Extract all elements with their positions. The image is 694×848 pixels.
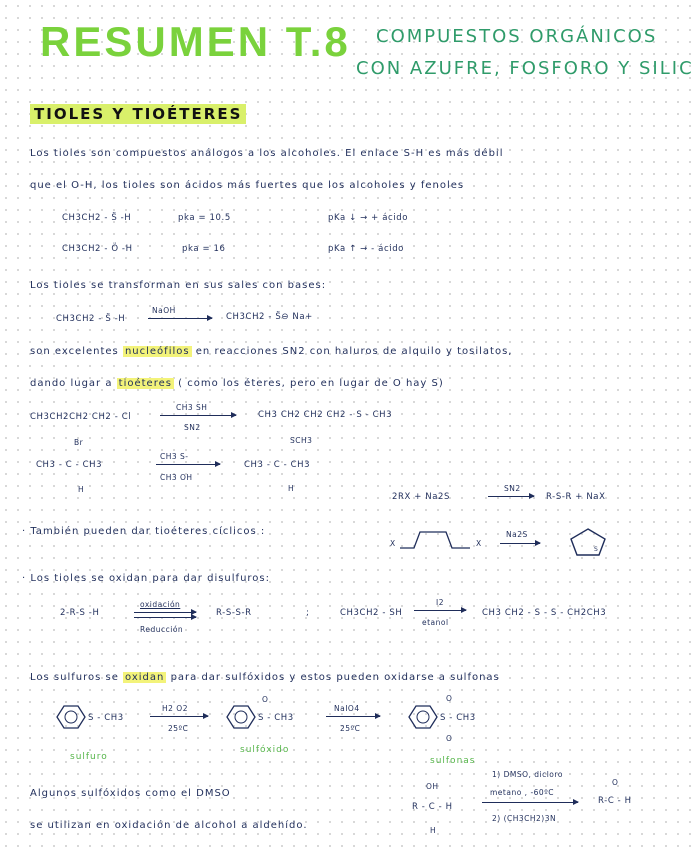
salt-product: CH3CH2 - S̈⊖ Na+ xyxy=(226,312,313,322)
sulfoxide-group: S - CH3 xyxy=(258,713,294,723)
oxidan-highlight: oxidan xyxy=(125,672,165,683)
sulfuros-start: Los sulfuros se xyxy=(30,672,119,683)
pka-alcohol: pka = 16 xyxy=(182,244,226,254)
oxid-semicolon: ; xyxy=(306,608,310,618)
sulfone-oxygen-bottom: O xyxy=(446,734,453,743)
oxid-example-arrow xyxy=(414,610,466,611)
sulfoxide-arrow xyxy=(326,716,380,717)
intro-line-2: que el O-H, los tioles son ácidos más fuertes que los alcoholes y fenoles xyxy=(30,180,465,191)
cyclic-x-left: X xyxy=(390,539,396,548)
subtitle-line-1: COMPUESTOS ORGÁNICOS xyxy=(376,26,658,47)
rx1-reagent-top: CH3 SH xyxy=(176,403,208,412)
sulfoxide-reagent: NaIO4 xyxy=(334,704,360,713)
oxid-example-bottom: etanol xyxy=(422,618,449,627)
tioeteres-highlight: tioéteres xyxy=(118,378,172,389)
dmso-oh: OH xyxy=(426,782,439,791)
page-title: RESUMEN T.8 xyxy=(40,18,351,65)
intro-line-1: Los tioles son compuestos análogos a los alcoholes. El enlace S-H es más débil xyxy=(30,148,504,159)
rx2-reagent-bottom: CH3 OH xyxy=(160,473,193,482)
rx1-arrow xyxy=(160,415,236,416)
nucleo-line-2 xyxy=(30,378,444,389)
dmso-alcohol: R - C - H xyxy=(412,802,453,812)
cyclic-chain-icon xyxy=(398,528,474,552)
salt-arrow xyxy=(148,318,212,319)
sulfide-group: S - CH3 xyxy=(88,713,124,723)
nucleo-line-1-end: en reacciones SN2 con haluros de alquilo y tosilatos, xyxy=(195,346,513,357)
sulfone-oxygen-top: O xyxy=(446,694,453,703)
benzene-ring-icon xyxy=(56,704,86,730)
acidity-trend-up: pKa ↓ → + ácido xyxy=(328,213,409,223)
oxid-left: 2-R-S -H xyxy=(60,608,100,618)
rx2-prod-top: SCH3 xyxy=(290,436,313,445)
oxid-example-right: CH3 CH2 - S - S - CH2CH3 xyxy=(482,608,607,618)
sulfone-group: S - CH3 xyxy=(440,713,476,723)
cyclic-x-right: X xyxy=(476,539,482,548)
ethanethiol-formula: CH3CH2 - S̈ -H xyxy=(62,213,132,223)
dmso-h: H xyxy=(430,826,437,835)
rx3-reagent: SN2 xyxy=(504,484,521,493)
benzene-ring-icon-2 xyxy=(226,704,256,730)
sulfuros-end: para dar sulfóxidos y estos pueden oxidarse a sulfonas xyxy=(170,672,500,683)
salt-reagent: NaOH xyxy=(152,306,176,315)
subtitle-line-2: CON AZUFRE, FOSFORO Y SILIC xyxy=(356,58,694,79)
rx2-sub-top: Br xyxy=(74,438,84,447)
nucleofilos-highlight: nucleófilos xyxy=(124,346,190,357)
rx2-product: CH3 - C - CH3 xyxy=(244,460,311,470)
oxid-right: R-S-S-R xyxy=(216,608,252,618)
ethanol-formula: CH3CH2 - Ö -H xyxy=(62,244,133,254)
nucleo-line-2-end: ( como los éteres, pero en lugar de O hay S) xyxy=(178,378,444,389)
rx2-reagent-top: CH3 S- xyxy=(160,452,189,461)
rx1-product: CH3 CH2 CH2 CH2 - S - CH3 xyxy=(258,410,393,420)
oxid-text: · Los tioles se oxidan para dar disulfuros: xyxy=(22,573,270,584)
oxid-forward-arrow xyxy=(134,612,196,613)
rx1-reagent-bottom: SN2 xyxy=(184,423,201,432)
pka-thiol: pka = 10.5 xyxy=(178,213,231,223)
acidity-trend-down: pKa ↑ → - ácido xyxy=(328,244,404,254)
label-sulfoxido: sulfóxido xyxy=(240,745,290,755)
sulfide-reagent: H2 O2 xyxy=(162,704,188,713)
rx2-arrow xyxy=(156,464,220,465)
sulfide-arrow xyxy=(150,716,208,717)
dmso-line-2: se utilizan en oxidación de alcohol a aldehído. xyxy=(30,820,308,831)
nucleo-line-1-start: son excelentes xyxy=(30,346,119,357)
cyclic-text: · También pueden dar tioéteres cíclicos : xyxy=(22,526,266,537)
oxid-example-left: CH3CH2 - SH xyxy=(340,608,403,618)
dmso-cond-1: 1) DMSO, dicloro xyxy=(492,770,563,779)
rx3-arrow xyxy=(488,496,534,497)
nucleo-line-2-start: dando lugar a xyxy=(30,378,113,389)
dmso-arrow xyxy=(482,802,578,803)
rx3-right: R-S-R + NaX xyxy=(546,492,606,502)
rx2-sub-bottom: H xyxy=(78,485,85,494)
dmso-product: R-C - H xyxy=(598,796,632,806)
sulfide-conditions: 25ºC xyxy=(168,724,189,733)
rx3-left: 2RX + Na2S xyxy=(392,492,451,502)
dmso-cond-2: metano , -60ºC xyxy=(490,788,554,797)
cyclic-reagent: Na2S xyxy=(506,530,528,539)
rx2-prod-bottom: H xyxy=(288,484,295,493)
salt-reactant: CH3CH2 - S̈ -H xyxy=(56,314,126,324)
label-sulfonas: sulfonas xyxy=(430,756,476,766)
sulfoxide-oxygen: O xyxy=(262,695,269,704)
oxid-example-top: I2 xyxy=(436,598,444,607)
benzene-ring-icon-3 xyxy=(408,704,438,730)
sulfuros-line xyxy=(30,672,500,683)
nucleo-line-1 xyxy=(30,346,512,357)
rx1-reactant: CH3CH2CH2 CH2 - Cl xyxy=(30,412,132,422)
oxid-bottom-label: Reducción xyxy=(140,625,184,634)
salts-text: Los tioles se transforman en sus sales con bases: xyxy=(30,280,327,291)
cyclic-arrow xyxy=(500,543,540,544)
thiolane-ring-icon xyxy=(566,526,610,558)
rx2-reactant: CH3 - C - CH3 xyxy=(36,460,103,470)
ring-sulfur-label: S xyxy=(594,546,598,553)
oxid-reverse-arrow xyxy=(134,617,196,618)
dmso-product-oxygen: O xyxy=(612,778,619,787)
oxid-top-label: oxidación xyxy=(140,600,181,609)
section-title: TIOLES Y TIOÉTERES xyxy=(30,104,246,124)
dmso-line-1: Algunos sulfóxidos como el DMSO xyxy=(30,788,231,799)
label-sulfuro: sulfuro xyxy=(70,752,108,762)
sulfoxide-conditions: 25ºC xyxy=(340,724,361,733)
dmso-cond-3: 2) (CH3CH2)3N xyxy=(492,814,557,823)
